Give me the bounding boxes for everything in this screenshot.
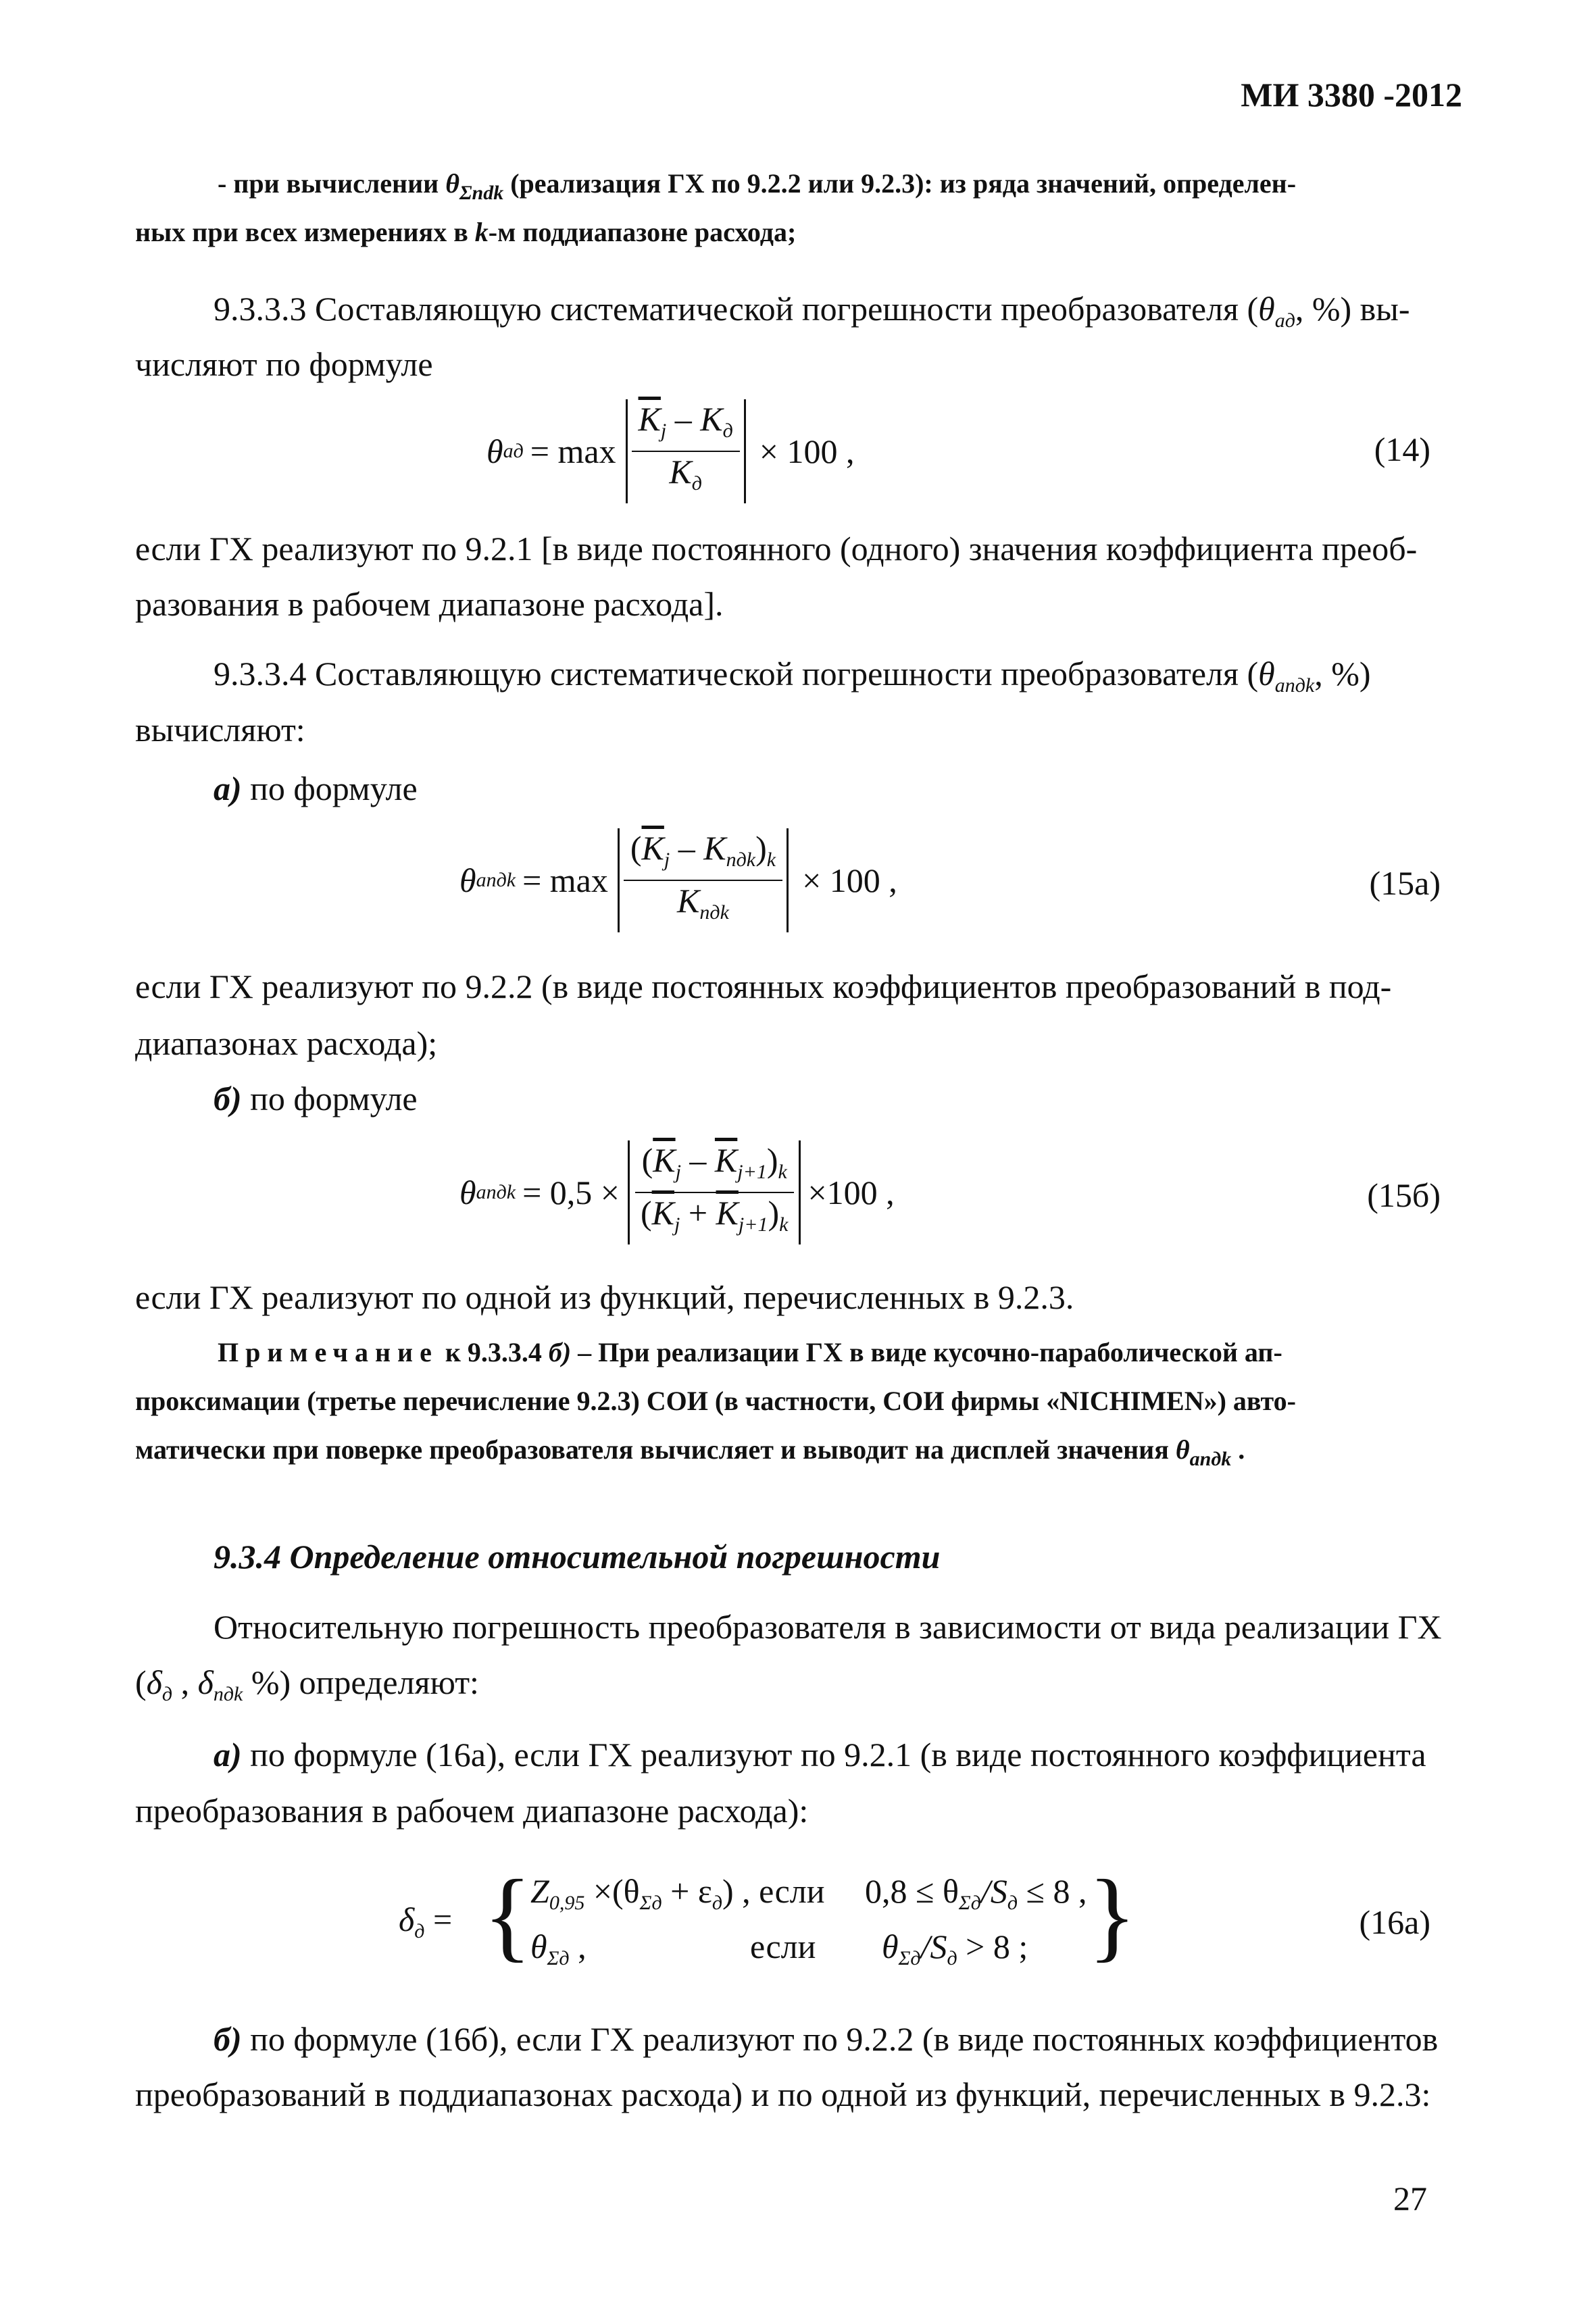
paragraph-7-line-2: ($\delta_д$ , $\delta_{пдk}$ %) определяют: — [135, 1663, 479, 1705]
text: по формуле — [241, 770, 418, 807]
equals-max: = max — [530, 432, 616, 470]
case-row-1-expression: $Z_{0,95} \times(\theta_{\Sigma д} + \varepsilon_д)$ , если — [530, 1872, 825, 1914]
case-row-2-expression: $\theta_{\Sigma д}$ , — [530, 1928, 587, 1969]
equation-16a-number: (16а) — [1359, 1903, 1430, 1941]
fraction — [634, 1140, 795, 1244]
text: б) — [548, 1337, 572, 1367]
text: (реализация ГХ по 9.2.2 или 9.2.3): из ряда значений, определен- — [503, 168, 1297, 199]
theta-symbol: θ — [1258, 655, 1275, 693]
paragraph-4-line-2: вычисляют: — [135, 711, 305, 749]
paragraph-5-line-1: если ГХ реализуют по 9.2.2 (в виде постоянных коэффициентов преобразований в под- — [135, 967, 1392, 1005]
multiplier: × 100 , — [802, 861, 897, 899]
text: - при вычислении — [218, 168, 446, 199]
text: 9.3.3.4 Составляющую систематической погрешности преобразователя ( — [214, 655, 1259, 693]
multiplier: ×100 , — [807, 1174, 895, 1211]
label: б) — [214, 2020, 242, 2058]
item-a2-line-2: преобразования в рабочем диапазоне расхода): — [135, 1792, 809, 1830]
subscript: aд — [1274, 309, 1295, 332]
text: , %) вы- — [1295, 290, 1410, 328]
case-row-2-condition: $\theta_{\Sigma д}/S_д > 8$ ; — [882, 1928, 1028, 1969]
text: по формуле (16а), если ГХ реализуют по 9.2.1 (в виде постоянного коэффициента — [241, 1736, 1426, 1774]
equation-15a — [459, 830, 897, 931]
text: по формуле (16б), если ГХ реализуют по 9.2.2 (в виде постоянных коэффициентов — [241, 2020, 1439, 2058]
subscript: aпдk — [476, 869, 516, 891]
absolute-value — [628, 1140, 801, 1244]
note-label: Примечание — [218, 1337, 439, 1367]
label: а) — [214, 770, 242, 807]
text: ных при всех измерениях в — [135, 217, 475, 247]
equation-15a-number: (15а) — [1369, 864, 1441, 902]
numerator: $\overline{K}_j - K_д$ — [632, 399, 740, 452]
label: б) — [214, 1080, 242, 1117]
equals-max: = max — [522, 861, 608, 899]
subscript: ад — [503, 440, 524, 462]
fraction — [624, 828, 782, 932]
item-b2-line-1 — [214, 2017, 1438, 2061]
section-heading: 9.3.4 Определение относительной погрешности — [214, 1538, 941, 1576]
paragraph-2-line-1 — [214, 287, 1410, 343]
case-row-1-condition: $0,8 \le \theta_{\Sigma д}/S_д \le 8$ , — [865, 1872, 1087, 1914]
lhs: θ — [459, 861, 476, 899]
denominator: $(\overline{K}_j + \overline{K}_{j+1})_k$ — [640, 1194, 789, 1236]
case-row-2-if: если — [750, 1928, 816, 1965]
item-b-label — [214, 1077, 418, 1120]
subscript: aпдk — [1189, 1448, 1232, 1470]
paragraph-7-line-1: Относительную погрешность преобразователя в зависимости от вида реализации ГХ — [214, 1608, 1442, 1646]
equation-15b — [459, 1142, 895, 1243]
left-brace: { — [483, 1859, 532, 1971]
label: а) — [214, 1736, 242, 1774]
text: 9.3.3.3 Составляющую систематической погрешности преобразователя ( — [214, 290, 1259, 328]
paragraph-4-line-1 — [214, 652, 1371, 707]
fraction — [632, 399, 740, 503]
subscript: aпдk — [1274, 674, 1315, 697]
item-a2-line-1 — [214, 1733, 1426, 1776]
denominator: $K_{пдk}$ — [677, 882, 729, 924]
numerator: $(\overline{K}_j - K_{пдk})_k$ — [624, 828, 782, 881]
lhs: $\delta_д$ = — [399, 1901, 453, 1942]
theta-symbol: θ — [445, 168, 459, 199]
item-a-label — [214, 767, 418, 810]
document-id: МИ 3380 -2012 — [1241, 76, 1462, 114]
text: матически при поверке преобразователя вычисляет и выводит на дисплей значения — [135, 1434, 1176, 1465]
text: -м поддиапазоне расхода; — [488, 217, 797, 247]
paragraph-1-line-2 — [135, 216, 796, 248]
item-b2-line-2: преобразований в поддиапазонах расхода) и по одной из функций, перечисленных в 9.2.3: — [135, 2076, 1431, 2113]
text: – При реализации ГХ в виде кусочно-параболической ап- — [571, 1337, 1282, 1367]
theta-symbol: θ — [1175, 1434, 1190, 1465]
absolute-value — [626, 399, 746, 503]
multiplier: × 100 , — [759, 432, 855, 470]
subscript: Σпdk — [459, 182, 504, 204]
equation-16a — [399, 1859, 1142, 1980]
text: . — [1231, 1434, 1245, 1465]
note-line-2: проксимации (третье перечисление 9.2.3) СОИ (в частности, СОИ фирмы «NICHIMEN») авто- — [135, 1386, 1296, 1416]
lhs: θ — [487, 432, 503, 470]
lhs: θ — [459, 1174, 476, 1211]
subscript: aпдk — [476, 1181, 516, 1203]
k-symbol: k — [474, 217, 489, 247]
note-line-3 — [135, 1434, 1245, 1471]
numerator: $(\overline{K}_j - \overline{K}_{j+1})_k$ — [635, 1140, 794, 1193]
theta-symbol: θ — [1258, 290, 1275, 328]
paragraph-5-line-2: диапазонах расхода); — [135, 1024, 438, 1062]
paragraph-3-line-2: разования в рабочем диапазоне расхода]. — [135, 585, 724, 623]
paragraph-3-line-1: если ГХ реализуют по 9.2.1 [в виде постоянного (одного) значения коэффициента преоб- — [135, 530, 1418, 568]
note-line-1 — [218, 1336, 1282, 1368]
text: к 9.3.3.4 — [438, 1337, 549, 1367]
right-brace: } — [1088, 1859, 1137, 1971]
paragraph-2-line-2: числяют по формуле — [135, 345, 433, 383]
denominator: $K_д$ — [669, 453, 702, 495]
paragraph-6-line-1: если ГХ реализуют по одной из функций, перечисленных в 9.2.3. — [135, 1278, 1074, 1316]
equation-14-number: (14) — [1374, 430, 1430, 468]
equals-factor: = 0,5 × — [522, 1174, 620, 1211]
paragraph-1-line-1 — [218, 168, 1296, 205]
equation-14 — [487, 400, 855, 499]
text: по формуле — [241, 1080, 418, 1117]
equation-15b-number: (15б) — [1367, 1176, 1441, 1214]
text: , %) — [1314, 655, 1371, 693]
page-number: 27 — [1393, 2180, 1427, 2217]
absolute-value — [618, 828, 789, 932]
